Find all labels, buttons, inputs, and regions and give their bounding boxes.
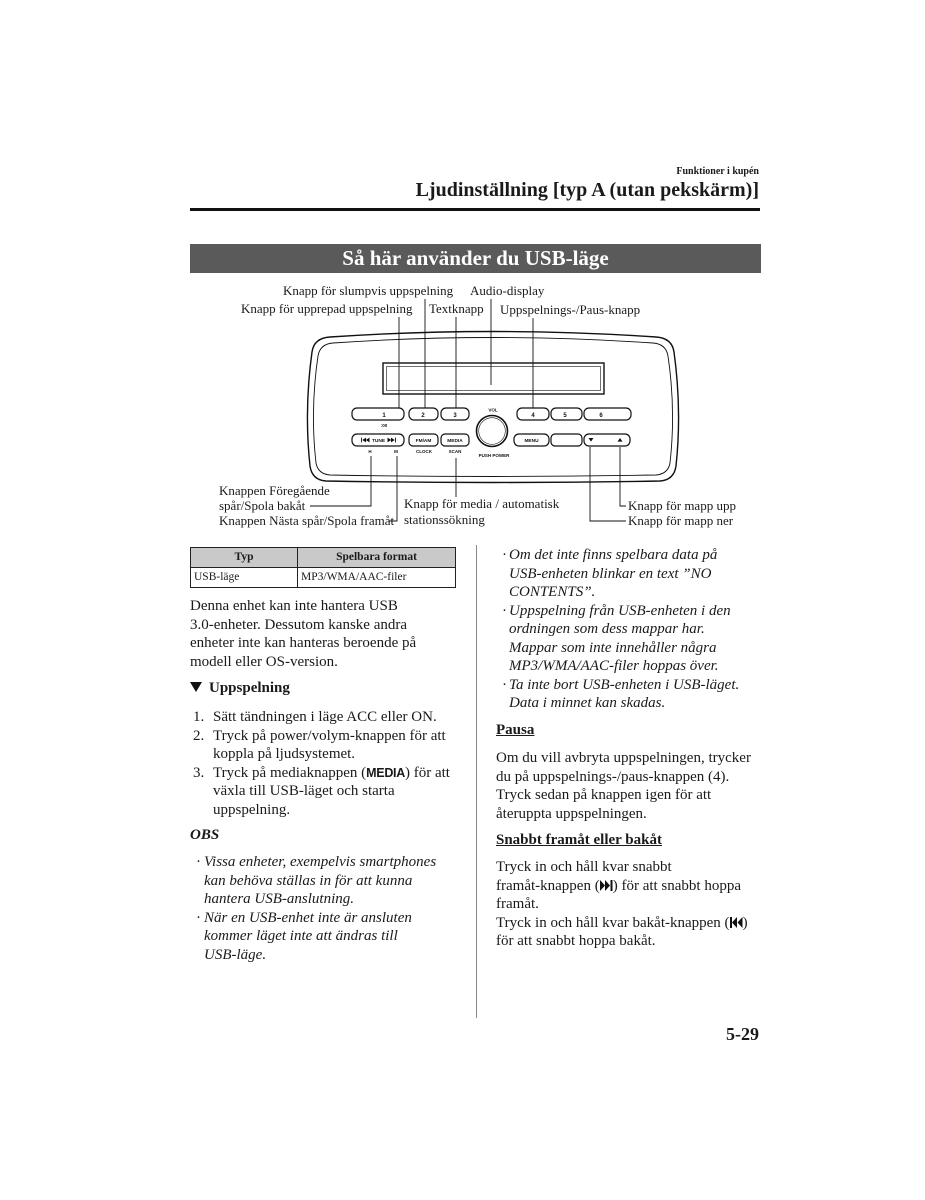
preset-label-3: 3 bbox=[453, 413, 457, 419]
label-repeat-button: Knapp för upprepad uppspelning bbox=[241, 301, 413, 316]
label-folder-up: Knapp för mapp upp bbox=[628, 498, 736, 513]
text-line: återuppta uppspelningen. bbox=[496, 805, 647, 822]
text-line: MP3/WMA/AAC-filer hoppas över. bbox=[509, 658, 719, 674]
step-number: 3. bbox=[193, 764, 205, 781]
text-line: för att snabbt hoppa bakåt. bbox=[496, 933, 656, 949]
text-line: CONTENTS”. bbox=[509, 584, 596, 600]
text-line: Om du vill avbryta uppspelningen, trycker bbox=[496, 750, 751, 766]
label-folder-down: Knapp för mapp ner bbox=[628, 513, 734, 528]
intro-paragraph bbox=[190, 597, 416, 671]
text-segment: ) bbox=[742, 914, 748, 931]
text-line: kan behöva ställas in för att kunna bbox=[204, 872, 413, 889]
label-next-track: Knappen Nästa spår/Spola framåt bbox=[219, 513, 395, 528]
push-power-label: PUSH POWER bbox=[478, 453, 510, 458]
pause-heading: Pausa bbox=[496, 722, 535, 738]
blank-button bbox=[551, 434, 582, 446]
step-number: 1. bbox=[193, 709, 205, 725]
label-play-pause-button: Uppspelnings-/Paus-knapp bbox=[500, 302, 641, 317]
label-previous-track-line2: spår/Spola bakåt bbox=[219, 498, 306, 513]
preset-button-6 bbox=[584, 408, 631, 420]
text-segment: ) för att bbox=[404, 764, 450, 781]
note-item bbox=[496, 602, 739, 676]
text-line: · Ta inte bort USB-enheten i USB-läget. bbox=[509, 676, 740, 693]
media-label: MEDIA bbox=[447, 439, 463, 444]
text-segment: framåt-knappen ( bbox=[496, 877, 600, 894]
seek-paragraph bbox=[496, 858, 748, 951]
page-title: Ljudinställning [typ A (utan pekskärm)] bbox=[415, 179, 759, 201]
note-item bbox=[190, 853, 436, 909]
tune-label: TUNE bbox=[371, 439, 386, 444]
previous-track-icon bbox=[730, 917, 743, 928]
text-line: Mappar som inte innehåller några bbox=[509, 639, 717, 656]
playback-steps bbox=[190, 708, 450, 819]
menu-label: MENU bbox=[524, 439, 539, 444]
playback-heading-text: Uppspelning bbox=[209, 680, 290, 696]
note-title: OBS bbox=[190, 827, 220, 843]
text-line bbox=[496, 877, 748, 896]
radio-unit-diagram bbox=[190, 280, 765, 530]
text-line: modell eller OS-version. bbox=[190, 653, 338, 670]
text-segment: Tryck in och håll kvar bakåt-knappen ( bbox=[496, 914, 730, 931]
note-item bbox=[190, 909, 436, 965]
text-line: USB-enheten blinkar en text ”NO bbox=[509, 565, 712, 582]
table-cell: MP3/WMA/AAC-filer bbox=[298, 568, 456, 588]
step-number: 2. bbox=[193, 727, 205, 744]
text-line bbox=[496, 914, 748, 933]
right-note-list bbox=[496, 546, 739, 713]
preset-label-5: 5 bbox=[563, 413, 567, 419]
step-1 bbox=[190, 708, 450, 727]
step-text bbox=[213, 764, 450, 783]
playback-heading bbox=[190, 679, 290, 697]
note-item bbox=[496, 546, 739, 602]
text-line: · Uppspelning från USB-enheten i den bbox=[509, 602, 731, 619]
text-line: Denna enhet kan inte hantera USB bbox=[190, 598, 398, 614]
note-list bbox=[190, 853, 436, 964]
header-rule bbox=[190, 208, 760, 211]
text-line: Tryck in och håll kvar snabbt bbox=[496, 859, 672, 875]
media-key-label: MEDIA bbox=[366, 765, 405, 780]
text-line: · När en USB-enhet inte är ansluten bbox=[204, 909, 412, 926]
step-text: uppspelning. bbox=[213, 801, 291, 818]
fm-am-label: FM/AM bbox=[415, 439, 432, 444]
table-header-row bbox=[191, 548, 456, 568]
text-line: kommer läget inte att ändras till bbox=[204, 928, 398, 944]
preset-label-1: 1 bbox=[382, 413, 386, 419]
text-line: · Vissa enheter, exempelvis smartphones bbox=[204, 854, 437, 870]
table-row bbox=[191, 568, 456, 588]
step-text: Tryck på power/volym-knappen för att bbox=[213, 727, 446, 744]
section-label: Funktioner i kupén bbox=[676, 166, 759, 177]
text-segment: ) för att snabbt hoppa bbox=[612, 877, 742, 894]
preset-button-1 bbox=[352, 408, 404, 420]
page-number: 5-29 bbox=[726, 1024, 759, 1044]
clock-label: CLOCK bbox=[416, 449, 432, 454]
text-line: Tryck sedan på knappen igen för att bbox=[496, 787, 712, 803]
label-media-line1: Knapp för media / automatisk bbox=[404, 496, 560, 511]
label-previous-track-line1: Knappen Föregående bbox=[219, 483, 330, 498]
text-line: · Om det inte finns spelbara data på bbox=[509, 547, 718, 563]
text-line: ordningen som dess mappar har. bbox=[509, 621, 705, 637]
step-3 bbox=[190, 764, 450, 820]
table-header: Typ bbox=[191, 548, 298, 568]
preset-label-6: 6 bbox=[599, 413, 603, 419]
text-line: du på uppspelnings-/paus-knappen (4). bbox=[496, 768, 730, 785]
step-text: Sätt tändningen i läge ACC eller ON. bbox=[213, 709, 437, 725]
text-line: USB-läge. bbox=[204, 946, 267, 963]
volume-knob bbox=[477, 416, 508, 447]
label-text-button: Textknapp bbox=[429, 301, 484, 316]
seek-heading: Snabbt framåt eller bakåt bbox=[496, 832, 662, 848]
step-text: koppla på ljudsystemet. bbox=[213, 746, 356, 762]
column-divider bbox=[476, 545, 477, 1018]
vol-label: VOL bbox=[488, 407, 498, 413]
text-line: Data i minnet kan skadas. bbox=[509, 695, 666, 711]
preset-label-2: 2 bbox=[421, 413, 425, 419]
table-header: Spelbara format bbox=[298, 548, 456, 568]
text-line: 3.0-enheter. Dessutom kanske andra bbox=[190, 616, 408, 633]
hour-label: H bbox=[368, 449, 372, 454]
preset-label-4: 4 bbox=[531, 413, 535, 419]
table-cell: USB-läge bbox=[191, 568, 298, 588]
step-text: växla till USB-läget och starta bbox=[213, 783, 395, 799]
text-line: framåt. bbox=[496, 896, 539, 912]
clock-mark-label: :00 bbox=[380, 423, 388, 428]
minute-label: M bbox=[394, 449, 398, 454]
next-track-icon bbox=[600, 880, 613, 891]
triangle-down-icon bbox=[190, 682, 202, 692]
scan-label: SCAN bbox=[448, 449, 462, 454]
step-2 bbox=[190, 727, 450, 764]
section-banner: Så här använder du USB-läge bbox=[190, 244, 761, 273]
text-segment: Tryck på mediaknappen ( bbox=[213, 764, 367, 781]
text-line: enheter inte kan hanteras beroende på bbox=[190, 635, 417, 651]
note-item bbox=[496, 676, 739, 713]
pause-paragraph bbox=[496, 749, 751, 823]
label-media-line2: stationssökning bbox=[404, 512, 485, 527]
audio-display bbox=[383, 363, 604, 394]
format-table bbox=[190, 547, 456, 588]
text-line: hantera USB-anslutning. bbox=[204, 891, 354, 907]
label-audio-display: Audio-display bbox=[470, 283, 545, 298]
label-random-button: Knapp för slumpvis uppspelning bbox=[283, 283, 454, 298]
